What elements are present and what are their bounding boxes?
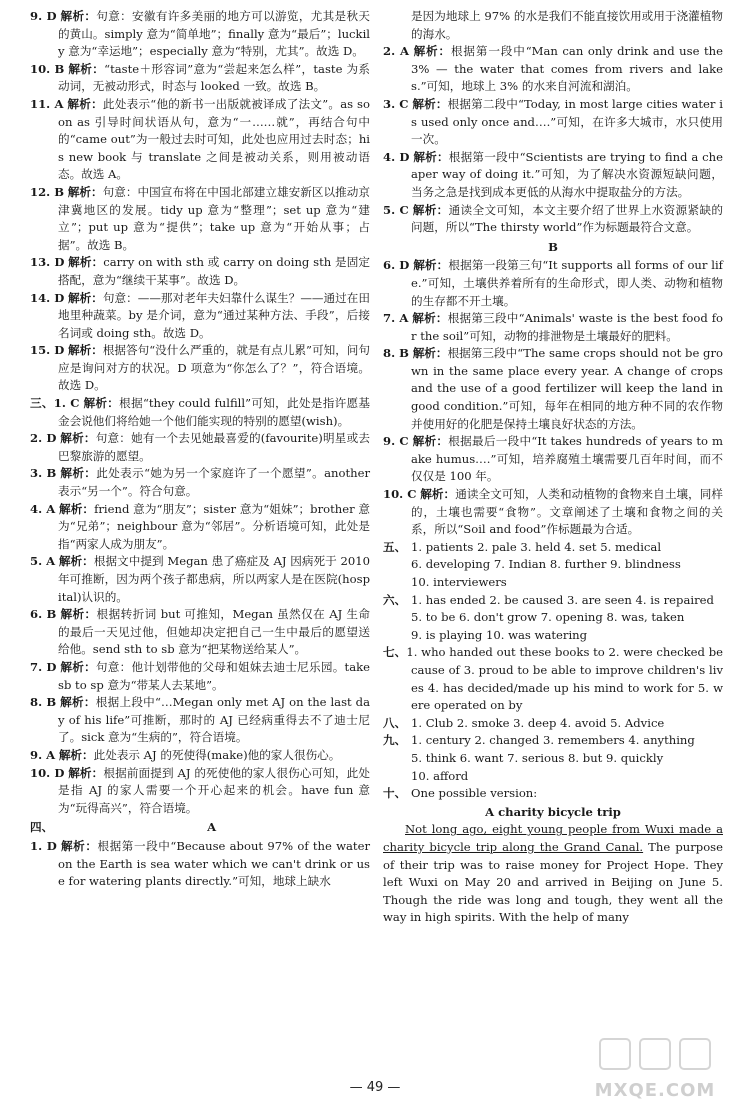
answer-key: 10. B [30, 61, 65, 76]
explanation-text: 句意：她有一个去见她最喜爱的(favourite)明星或去巴黎旅游的愿望。 [58, 431, 370, 463]
analysis-label: 解析： [67, 96, 103, 111]
analysis-label: 解析： [61, 838, 98, 853]
answer-text: 1. has ended 2. be caused 3. are seen 4. is repaired [411, 592, 714, 607]
explanation-text: 此处表示 AJ 的死使得(make)他的家人很伤心。 [93, 747, 341, 762]
answer-text: 1. Club 2. smoke 3. deep 4. avoid 5. Advice [411, 715, 665, 730]
answer-item [30, 553, 370, 606]
answer-item [30, 765, 370, 818]
answer-item [383, 202, 723, 237]
answer-item [30, 659, 370, 694]
answer-text: 5. think 6. want 7. serious 8. but 9. quickly [411, 750, 664, 765]
explanation-text: 根据“they could fulfill”可知，此处是指许愿基金会说他们将给她一个他们能实现的特别的愿望(wish)。 [58, 396, 370, 428]
answer-item [30, 96, 370, 184]
section-label: 六、 [383, 592, 407, 607]
answer-item [383, 257, 723, 310]
answer-key: 3. B [30, 466, 57, 481]
essay-body [383, 821, 723, 927]
explanation-text: 句意：安徽有许多美丽的地方可以游览，尤其是秋天的黄山。simply 意为“简单地”；finally 意为“最后”；luckily 意为“幸运地”；especially 意为“特别，尤其”。故选 D。 [58, 9, 370, 59]
answer-text: 1. patients 2. pale 3. held 4. set 5. medical [411, 539, 662, 554]
explanation-text: 根据第一段中“Man can only drink and use the 3% — the water that comes from rivers and lakes.”可知，地球上 3% 的水来自河流和湖泊。 [411, 44, 723, 94]
explanation-text: 根据第一段中“Because about 97% of the water on the Earth is sea water which we can't drink or use for watering plants directly.”可知，地球上缺水 [58, 838, 370, 889]
answer-text: 6. developing 7. Indian 8. further 9. blindness [411, 557, 681, 572]
essay-title: A charity bicycle trip [485, 804, 621, 819]
answer-key: 8. B [383, 346, 409, 361]
answer-row [383, 592, 723, 610]
explanation-text: “taste＋形容词”意为“尝起来怎么样”，taste 为系动词，无被动形式，时态与 looked 一致。故选 B。 [58, 61, 370, 94]
section-heading [30, 819, 370, 837]
watermark-text: MXQE.COM [594, 1080, 716, 1101]
essay [383, 804, 723, 927]
analysis-label: 解析： [412, 434, 449, 449]
answer-key: 9. C [383, 434, 409, 449]
section-label: 八、 [383, 715, 407, 730]
answer-key: 2. A [383, 44, 409, 59]
analysis-label: 解析： [67, 343, 103, 358]
explanation-text: 通读全文可知，本文主要介绍了世界上水资源紧缺的问题，所以“The thirsty world”作为标题最符合文意。 [411, 202, 723, 235]
section-label: 三、 [30, 396, 54, 411]
analysis-label: 解析： [60, 431, 96, 446]
answer-key: 4. D [383, 149, 410, 164]
analysis-label: 解析： [412, 202, 449, 217]
answer-row [383, 732, 723, 750]
answer-key: 13. D [30, 255, 65, 270]
explanation-text: 根据上段中“…Megan only met AJ on the last day of his life”可推断，那时的 AJ 已经病重得去不了迪士尼了。sick 意为“生病的”，符合语境。 [58, 695, 370, 745]
answer-key: 5. C [383, 202, 409, 217]
explanation-text: 根据最后一段中“It takes hundreds of years to make humus….”可知，培养腐殖土壤需要几百年时间，而不仅仅是 100 年。 [411, 434, 723, 484]
answer-key: 10. C [383, 487, 417, 502]
answer-key: 6. D [383, 258, 410, 273]
answer-key: 9. A [30, 747, 56, 762]
answer-key: 1. C [53, 396, 80, 411]
explanation-text: 根据文中提到 Megan 患了癌症及 AJ 因病死于 2010 年可推断，因为两个孩子都患病，所以两家人是在医院(hospital)认识的。 [58, 554, 370, 604]
answer-text: 1. century 2. changed 3. remembers 4. anything [411, 733, 695, 748]
explanation-text: 1. who handed out these books to 2. were checked because of 3. proud to be able to improve children's lives 4. has decided/made up his mind to work for 5. were operated on by [406, 645, 723, 713]
answer-item [383, 43, 723, 96]
answer-item [383, 433, 723, 486]
answer-key: 15. D [30, 343, 65, 358]
explanation-text: 句意：他计划带他的父母和姐妹去迪士尼乐园。take sb to sp 意为“带某人去某地”。 [58, 659, 370, 692]
answer-item [383, 644, 723, 714]
analysis-label: 解析： [412, 346, 448, 361]
answer-key: 4. A [30, 501, 56, 516]
explanation-text: carry on with sth 或 carry on doing sth 是固定搭配，意为“继续干某事”。故选 D。 [58, 255, 370, 287]
explanation-text: 根据答句“没什么严重的，就是有点儿累”可知，问句应是询问对方的状况。D 项意为“你怎么了？”，符合语境。故选 D。 [58, 343, 371, 393]
answer-item [30, 8, 370, 61]
answer-row [383, 785, 723, 803]
answer-item [30, 606, 370, 659]
right-column-items [383, 8, 723, 803]
answer-item [30, 838, 370, 891]
answer-item [30, 501, 370, 554]
explanation-text: 根据第三段中“Animals' waste is the best food for the soil”可知，动物的排泄物是土壤最好的肥料。 [411, 311, 723, 343]
answer-item [30, 254, 370, 289]
analysis-label: 解析： [58, 554, 94, 569]
answer-key: 10. D [30, 765, 65, 780]
answer-text: One possible version: [411, 786, 538, 801]
answer-key: 6. B [30, 607, 57, 622]
analysis-label: 解析： [420, 487, 456, 502]
answer-key: 3. C [383, 96, 409, 111]
answer-item [30, 184, 370, 254]
answer-row [383, 715, 723, 733]
analysis-label: 解析： [83, 396, 120, 411]
explanation-text: 句意：——那对老年夫妇靠什么谋生？——通过在田地里种蔬菜。by 是介词，意为“通过某种方法、手段”，后接名词或 doing sth。故选 D。 [58, 290, 370, 340]
analysis-label: 解析： [60, 695, 96, 710]
answer-item [30, 342, 370, 395]
section-label: 四、 [30, 820, 54, 835]
answer-row [383, 768, 723, 786]
explanation-text: friend 意为“朋友”；sister 意为“姐妹”；brother 意为“兄弟”；neighbour 意为“邻居”。分析语境可知，此处是指“两家人成为朋友”。 [58, 501, 370, 551]
section-heading [383, 239, 723, 257]
explanation-text: 根据第二段中“Today, in most large cities water is used only once and….”可知，在许多大城市，水只使用一次。 [411, 96, 723, 147]
analysis-label: 解析： [60, 607, 97, 622]
answer-key: 8. B [30, 695, 57, 710]
analysis-label: 解析： [68, 765, 104, 780]
answer-key: 1. D [30, 838, 57, 853]
answer-item [383, 149, 723, 202]
section-label: 十、 [383, 786, 407, 801]
answer-item [30, 61, 370, 96]
answer-text: 9. is playing 10. was watering [411, 627, 588, 642]
explanation-text: 句意：中国宣布将在中国北部建立雄安新区以推动京津冀地区的发展。tidy up 意为“整理”；set up 意为“建立”；put up 意为“提供”；take up 意为“开始从事；占据”。故选 B。 [58, 184, 370, 252]
answer-key: 11. A [30, 96, 64, 111]
explanation-continued: 是因为地球上 97% 的水是我们不能直接饮用或用于浇灌植物的海水。 [411, 9, 723, 41]
section-label: 五、 [383, 539, 407, 554]
analysis-label: 解析： [68, 61, 105, 76]
explanation-text: 此处表示“她为另一个家庭许了一个愿望”。another 表示“另一个”。符合句意。 [58, 466, 370, 499]
analysis-label: 解析： [413, 149, 449, 164]
answer-row [383, 750, 723, 768]
analysis-label: 解析： [412, 96, 448, 111]
answer-key: 5. A [30, 554, 56, 569]
right-column [383, 8, 723, 927]
explanation-text: 此处表示“他的新书一出版就被译成了法文”。as soon as 引导时间状语从句，意为“一……就”，再结合句中的“came out”为一般过去时可知，此处也应用过去时态；his new book 与 translate 之间是被动关系，则用被动语态。故选 A。 [58, 96, 370, 182]
essay-underlined-sentence: Not long ago, eight young people from Wuxi made a charity bicycle trip along the Grand Canal. [383, 822, 723, 854]
answer-key: 7. D [30, 659, 57, 674]
analysis-label: 解析： [68, 290, 103, 305]
answer-text: 10. afford [411, 768, 469, 783]
answer-item [30, 694, 370, 747]
answer-item [383, 310, 723, 345]
analysis-label: 解析： [67, 184, 103, 199]
passage-label: A [207, 820, 217, 835]
explanation-text: 根据前面提到 AJ 的死使他的家人很伤心可知，此处是指 AJ 的家人需要一个开心起来的机会。have fun 意为“玩得高兴”，符合语境。 [58, 765, 370, 815]
answer-item [30, 395, 370, 430]
watermark-stamp-icon [580, 1035, 730, 1085]
analysis-label: 解析： [413, 44, 451, 59]
answer-row [383, 556, 723, 574]
answer-row [383, 609, 723, 627]
analysis-label: 解析： [59, 501, 95, 516]
answer-text: 10. interviewers [411, 575, 507, 589]
answer-key: 9. D [30, 9, 57, 23]
explanation-text: 根据第三段中“The same crops should not be grown in the same place every year. A change of crops and the use of a good fertilizer will keep the land in good condition.”可知，每年在相同的地方种不同的农作物并使用好的化肥是保持土壤良好状态的方法。 [411, 346, 723, 431]
analysis-label: 解析： [413, 258, 449, 273]
answer-key: 7. A [383, 311, 409, 326]
answer-item [383, 486, 723, 539]
answer-key: 14. D [30, 290, 65, 305]
answer-item [30, 747, 370, 765]
left-column [30, 8, 370, 891]
page-number: — 49 — [349, 1080, 401, 1095]
answer-item [30, 430, 370, 465]
analysis-label: 解析： [68, 255, 104, 270]
answer-text: 5. to be 6. don't grow 7. opening 8. was, taken [411, 610, 685, 625]
answer-key: 2. D [30, 431, 57, 446]
answer-row [383, 627, 723, 645]
section-label: 七、 [383, 645, 407, 660]
passage-label: B [548, 239, 558, 254]
essay-text: The purpose of their trip was to raise money for Project Hope. They left Wuxi on May 20 and arrived in Beijing on June 5. Though the ride was long and tough, they went all the way in high spirits. With the help of many [383, 839, 723, 925]
analysis-label: 解析： [412, 311, 448, 326]
answer-row [383, 574, 723, 592]
explanation-text: 根据第一段中“Scientists are trying to find a cheaper way of doing it.”可知，为了解决水资源短缺问题，当务之急是找到成本更低的从海水中提取盐分的方法。 [411, 149, 724, 199]
answer-row [383, 539, 723, 557]
answer-item [30, 290, 370, 343]
answer-item [30, 465, 370, 500]
analysis-label: 解析： [60, 466, 97, 481]
explanation-text: 根据转折词 but 可推知，Megan 虽然仅在 AJ 生命的最后一天见过他，但她却决定把自己一生中最后的愿望送给他。send sth to sb 意为“把某物送给某人”。 [58, 607, 370, 657]
analysis-label: 解析： [58, 747, 94, 762]
section-label: 九、 [383, 733, 407, 748]
answer-key: 12. B [30, 184, 65, 199]
explanation-text: 根据第一段第三句“It supports all forms of our life.”可知，土壤供养着所有的生命形式，即人类、动物和植物的生存都不开土壤。 [411, 258, 723, 308]
answer-item [383, 345, 723, 433]
answer-item [383, 96, 723, 149]
analysis-label: 解析： [60, 659, 96, 674]
explanation-text: 通读全文可知，人类和动植物的食物来自土壤，同样的，土壤也需要“食物”。文章阐述了土壤和食物之间的关系，所以“Soil and food”作标题最为合适。 [411, 487, 724, 537]
analysis-label: 解析： [60, 9, 97, 23]
